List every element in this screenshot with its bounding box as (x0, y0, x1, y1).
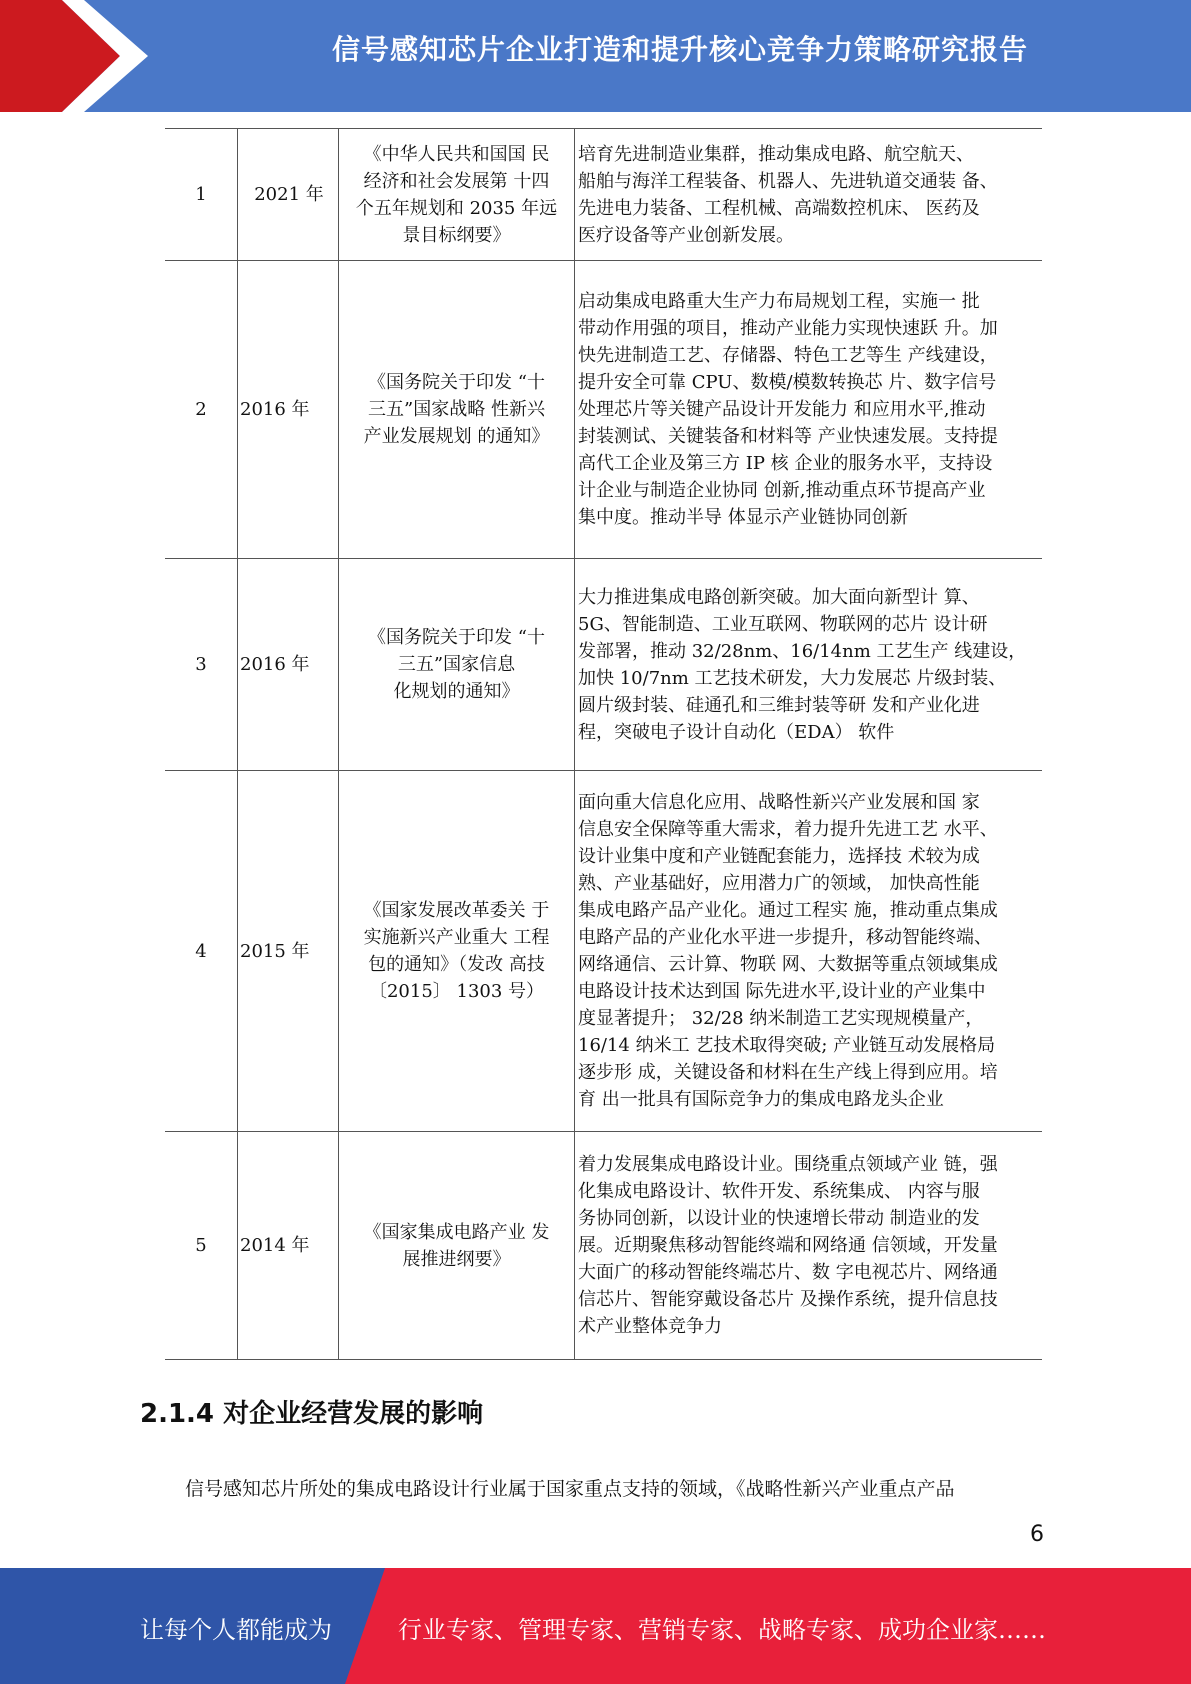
row-number-cell: 5 (165, 1132, 238, 1360)
document-line: 化规划的通知》 (393, 681, 520, 702)
content-line: 信息安全保障等重大需求，着力提升先进工艺 水平、 (578, 819, 998, 840)
content-cell (575, 771, 1043, 1132)
content-cell (575, 1132, 1043, 1360)
document-line: 《中华人民共和国国 民 (363, 143, 550, 165)
content-cell (575, 559, 1043, 771)
content-line: 术产业整体竞争力 (578, 1316, 722, 1337)
table-row (165, 129, 1042, 261)
content-line: 化集成电路设计、软件开发、系统集成、 内容与服 (578, 1181, 980, 1202)
document-cell (339, 559, 575, 771)
content-line: 医疗设备等产业创新发展。 (578, 224, 794, 246)
content-line: 度显著提升； 32/28 纳米制造工艺实现规模量产， (578, 1008, 984, 1029)
content-line: 设计业集中度和产业链配套能力，选择技 术较为成 (578, 846, 980, 867)
document-line: 《国家集成电路产业 发 (363, 1221, 550, 1243)
content-line: 船舶与海洋工程装备、机器人、先进轨道交通装 备、 (578, 170, 998, 192)
content-line: 圆片级封装、硅通孔和三维封装等研 发和产业化进 (578, 694, 980, 716)
document-line: 展推进纲要》 (402, 1248, 511, 1270)
content-line: 16/14 纳米工 艺技术取得突破; 产业链互动发展格局 (578, 1035, 996, 1056)
report-title: 信号感知芯片企业打造和提升核心竞争力策略研究报告 (331, 33, 1028, 66)
content-cell (575, 261, 1043, 559)
content-line: 处理芯片等关键产品设计开发能力 和应用水平,推动 (578, 399, 986, 420)
content-line: 信芯片、智能穿戴设备芯片 及操作系统，提升信息技 (578, 1289, 998, 1310)
content-line: 面向重大信息化应用、战略性新兴产业发展和国 家 (578, 792, 980, 813)
document-line: 包的通知》（发改 高技 (368, 954, 545, 975)
content-line: 启动集成电路重大生产力布局规划工程，实施一 批 (578, 291, 980, 312)
content-line: 逐步形 成，关键设备和材料在生产线上得到应用。培 (578, 1062, 998, 1083)
content-line: 提升安全可靠 CPU、数模/模数转换芯 片、数字信号 (578, 372, 997, 393)
table-row (165, 1132, 1042, 1360)
year-cell: 2015 年 (238, 771, 339, 1132)
document-line: 〔2015〕 1303 号） (368, 981, 545, 1002)
content-cell (575, 129, 1043, 261)
content-line: 大力推进集成电路创新突破。加大面向新型计 算、 (578, 586, 980, 608)
document-cell (339, 261, 575, 559)
document-cell (339, 771, 575, 1132)
page-header (0, 0, 1191, 112)
document-cell (339, 1132, 575, 1360)
content-line: 发部署，推动 32/28nm、16/14nm 工艺生产 线建设， (578, 640, 1027, 662)
year-cell: 2021 年 (238, 129, 339, 261)
footer-slogan-right: 行业专家、管理专家、营销专家、战略专家、成功企业家…… (398, 1616, 1046, 1644)
content-line: 高代工企业及第三方 IP 核 企业的服务水平，支持设 (578, 453, 993, 474)
content-line: 5G、智能制造、工业互联网、物联网的芯片 设计研 (578, 613, 988, 635)
table-row (165, 261, 1042, 559)
row-number-cell: 3 (165, 559, 238, 771)
table-row (165, 771, 1042, 1132)
content-line: 程，突破电子设计自动化（EDA） 软件 (578, 721, 895, 743)
content-line: 熟、产业基础好，应用潜力广的领域， 加快高性能 (578, 873, 980, 894)
content-line: 集成电路产品产业化。通过工程实 施，推动重点集成 (578, 900, 998, 921)
document-line: 经济和社会发展第 十四 (363, 170, 550, 192)
content-line: 大面广的移动智能终端芯片、数 字电视芯片、网络通 (578, 1262, 998, 1283)
document-line: 《国务院关于印发 “十 (368, 372, 545, 393)
document-line: 景目标纲要》 (402, 224, 511, 246)
content-line: 加快 10/7nm 工艺技术研发，大力发展芯 片级封装、 (578, 667, 1007, 689)
year-cell: 2016 年 (238, 261, 339, 559)
content-line: 展。近期聚焦移动智能终端和网络通 信领域，开发量 (578, 1235, 998, 1256)
content-line: 集中度。推动半导 体显示产业链协同创新 (578, 507, 908, 528)
row-number-cell: 1 (165, 129, 238, 261)
document-line: 个五年规划和 2035 年远 (355, 197, 558, 219)
year-cell: 2016 年 (238, 559, 339, 771)
document-line: 《国务院关于印发 “十 (368, 627, 545, 648)
content-line: 快先进制造工艺、存储器、特色工艺等生 产线建设， (578, 345, 998, 366)
body-paragraph: 信号感知芯片所处的集成电路设计行业属于国家重点支持的领域，《战略性新兴产业重点产品 (185, 1478, 955, 1500)
document-line: 产业发展规划 的通知》 (363, 426, 550, 447)
document-line: 三五”国家信息 (397, 654, 516, 675)
content-line: 务协同创新，以设计业的快速增长带动 制造业的发 (578, 1208, 980, 1229)
row-number-cell: 2 (165, 261, 238, 559)
content-line: 培育先进制造业集群，推动集成电路、航空航天、 (578, 143, 974, 165)
document-cell (339, 129, 575, 261)
content-line: 封装测试、关键装备和材料等 产业快速发展。支持提 (578, 426, 998, 447)
content-line: 着力发展集成电路设计业。围绕重点领域产业 链，强 (578, 1154, 998, 1175)
content-line: 带动作用强的项目，推动产业能力实现快速跃 升。加 (578, 318, 998, 339)
policy-table (165, 128, 1042, 1360)
content-line: 育 出一批具有国际竞争力的集成电路龙头企业 (578, 1089, 944, 1110)
document-line: 实施新兴产业重大 工程 (363, 927, 550, 948)
document-line: 《国家发展改革委关 于 (363, 900, 550, 921)
content-line: 网络通信、云计算、物联 网、大数据等重点领域集成 (578, 954, 998, 975)
content-line: 电路产品的产业化水平进一步提升，移动智能终端、 (578, 927, 992, 948)
content-line: 电路设计技术达到国 际先进水平,设计业的产业集中 (578, 981, 986, 1002)
section-heading: 2.1.4 对企业经营发展的影响 (140, 1399, 484, 1429)
page-number: 6 (1030, 1522, 1044, 1547)
year-cell: 2014 年 (238, 1132, 339, 1360)
content-line: 先进电力装备、工程机械、高端数控机床、 医药及 (578, 197, 980, 219)
content-line: 计企业与制造企业协同 创新,推动重点环节提高产业 (578, 480, 986, 501)
row-number-cell: 4 (165, 771, 238, 1132)
table-row (165, 559, 1042, 771)
footer-slogan-left: 让每个人都能成为 (140, 1616, 332, 1644)
document-line: 三五”国家战略 性新兴 (368, 399, 545, 420)
